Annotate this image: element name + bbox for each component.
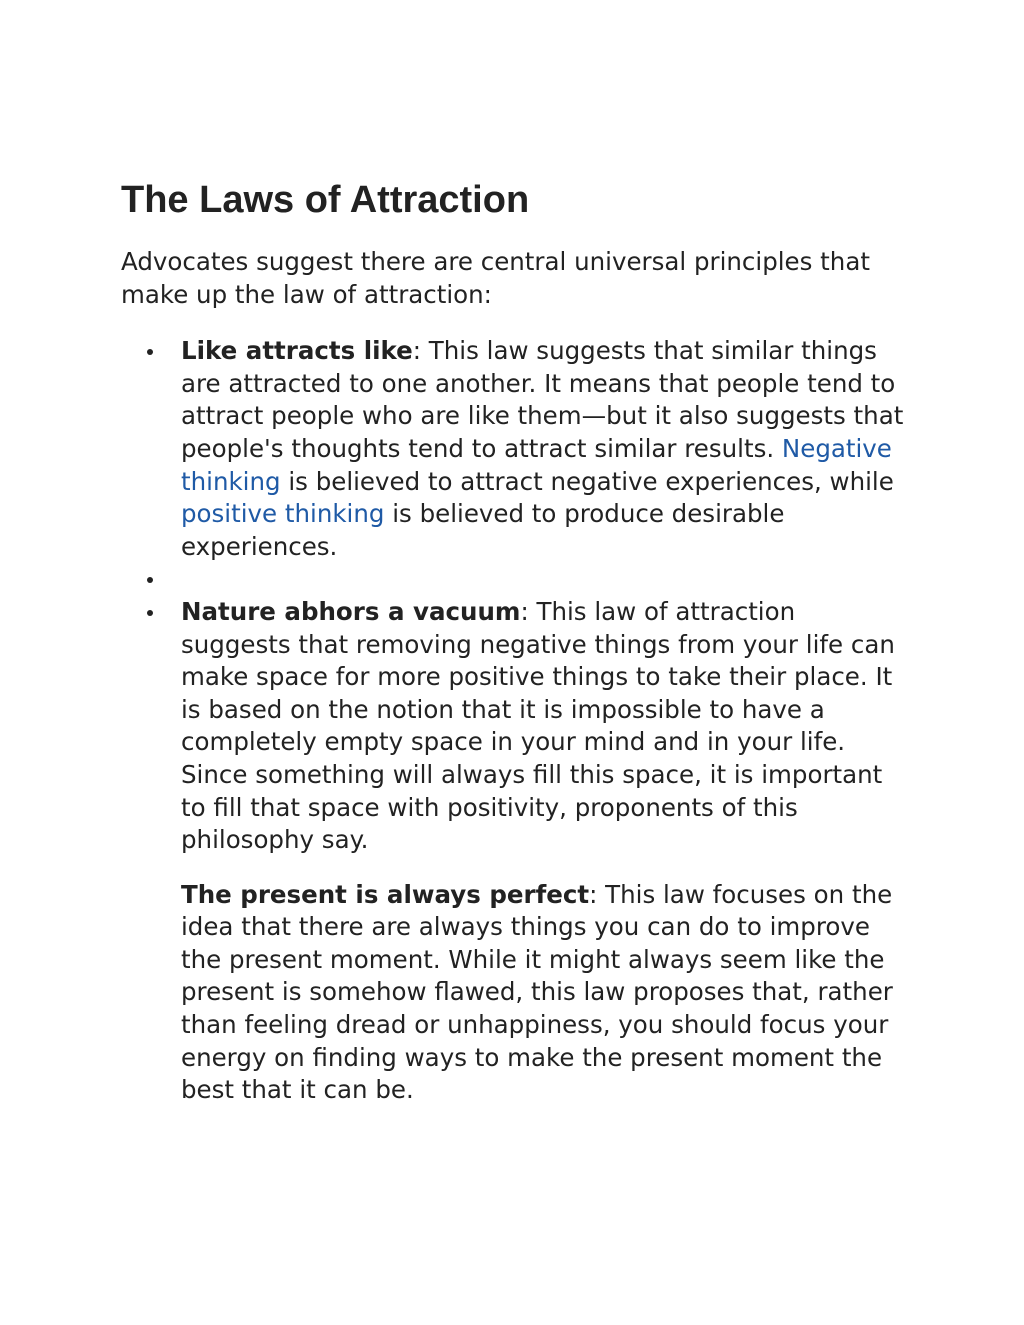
laws-list [121,335,911,857]
law-heading: The present is always perfect [181,879,590,909]
intro-paragraph: Advocates suggest there are central universal principles that make up the law of attraction: [121,247,870,309]
present-perfect-paragraph [181,879,911,1107]
law-text: : This law focuses on the idea that there are always things you can do to improve the present moment. While it might always seem like the present is somehow flawed, this law proposes that, rather than feeling dread or unhappiness, you should focus your energy on finding ways to make the present moment the best that it can be. [181,879,893,1105]
law-text: is believed to produce desirable experiences. [181,499,785,561]
list-item-like-attracts-like [181,335,911,563]
list-item-empty [181,563,911,596]
law-text: : This law of attraction suggests that removing negative things from your life can make space for more positive things to take their place. It is based on the notion that it is impossible to have a completely empty space in your mind and in your life. Since something will always fill this space, it is important to fill that space with positivity, proponents of this philosophy say. [181,596,895,855]
positive-thinking-link[interactable]: positive thinking [181,499,385,529]
law-heading: Like attracts like [181,336,413,366]
list-item-nature-abhors-vacuum [181,596,911,857]
article [121,176,911,1107]
law-text: is believed to attract negative experiences, while [280,466,894,496]
law-heading: Nature abhors a vacuum [181,596,521,626]
page-title: The Laws of Attraction [121,179,530,221]
law-text: : This law suggests that similar things are attracted to one another. It means that people tend to attract people who are like them—but it also suggests that people's thoughts tend to attract similar results. [181,336,904,463]
negative-thinking-link[interactable]: Negative thinking [181,433,892,496]
